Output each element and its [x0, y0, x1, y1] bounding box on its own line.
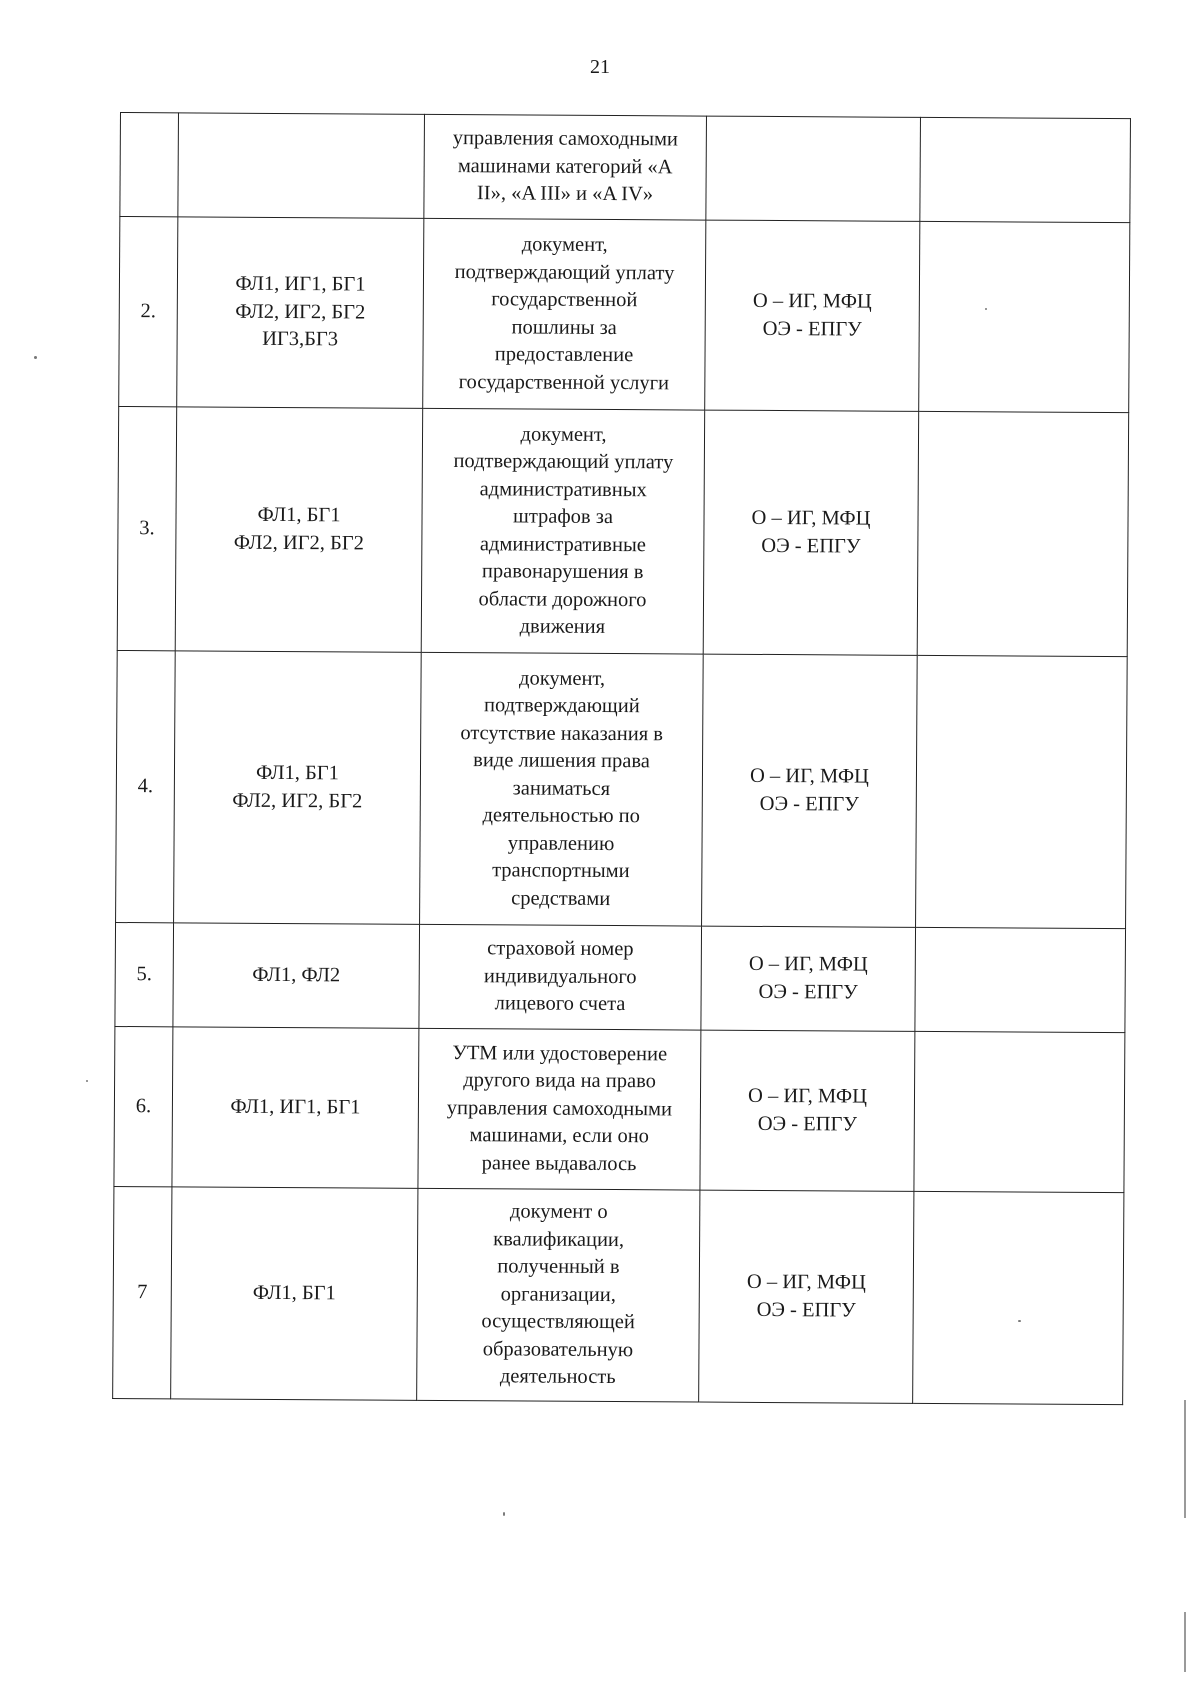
row-number-cell: 5.	[115, 922, 174, 1026]
row-number-cell: 4.	[116, 650, 176, 922]
submission-method-cell: О – ИГ, МФЦ ОЭ - ЕПГУ	[705, 220, 920, 411]
row-number-cell: 7	[113, 1186, 172, 1398]
scan-speck	[1018, 1320, 1021, 1322]
submission-method-cell: О – ИГ, МФЦ ОЭ - ЕПГУ	[699, 1190, 914, 1403]
document-name-cell: документ, подтверждающий уплату административных штрафов за административные правонарушения в области дорожного движения	[421, 408, 704, 654]
scan-speck	[503, 1512, 505, 1516]
submission-method-cell: О – ИГ, МФЦ ОЭ - ЕПГУ	[700, 1030, 915, 1191]
document-name-cell: документ, подтверждающий отсутствие наказания в виде лишения права заниматься деятельностью по управлению транспортными средствами	[420, 652, 704, 926]
applicant-categories-cell: ФЛ1, БГ1	[171, 1187, 418, 1400]
scan-edge-line	[1184, 1400, 1186, 1518]
submission-method-cell: О – ИГ, МФЦ ОЭ - ЕПГУ	[703, 410, 918, 655]
row-number-cell: 2.	[119, 217, 178, 407]
submission-method-cell: О – ИГ, МФЦ ОЭ - ЕПГУ	[701, 926, 916, 1031]
extra-cell	[916, 655, 1128, 928]
submission-method-cell: О – ИГ, МФЦ ОЭ - ЕПГУ	[702, 654, 918, 927]
submission-method-cell	[706, 116, 921, 221]
document-name-cell: документ, подтверждающий уплату государственной пошлины за предоставление государственной услуги	[423, 218, 706, 410]
documents-table	[112, 112, 1131, 1405]
row-number-cell	[120, 113, 179, 217]
page-number: 21	[590, 56, 610, 78]
extra-cell	[915, 927, 1126, 1032]
table-row	[114, 1026, 1125, 1192]
applicant-categories-cell: ФЛ1, БГ1 ФЛ2, ИГ2, БГ2	[174, 651, 422, 924]
table-row	[117, 406, 1128, 656]
document-name-cell: управления самоходными машинами категорий «A II», «A III» и «A IV»	[424, 114, 707, 220]
table-row	[116, 650, 1128, 928]
table-row	[119, 217, 1130, 413]
applicant-categories-cell: ФЛ1, ИГ1, БГ1 ФЛ2, ИГ2, БГ2 ИГ3,БГ3	[177, 217, 424, 408]
table-row	[113, 1186, 1124, 1404]
applicant-categories-cell: ФЛ1, ФЛ2	[173, 923, 420, 1029]
extra-cell	[920, 117, 1131, 222]
applicant-categories-cell	[178, 113, 425, 219]
row-number-cell: 6.	[114, 1026, 173, 1186]
extra-cell	[917, 411, 1128, 656]
extra-cell	[919, 221, 1130, 412]
extra-cell	[914, 1031, 1125, 1192]
scan-speck	[34, 356, 37, 359]
extra-cell	[913, 1191, 1124, 1404]
row-number-cell: 3.	[117, 406, 176, 650]
document-name-cell: документ о квалификации, полученный в организации, осуществляющей образовательную деятельность	[417, 1188, 700, 1402]
scan-speck	[86, 1080, 88, 1082]
document-name-cell: страховой номер индивидуального лицевого счета	[419, 924, 702, 1030]
applicant-categories-cell: ФЛ1, БГ1 ФЛ2, ИГ2, БГ2	[175, 407, 422, 652]
table-row	[115, 922, 1126, 1032]
table-row	[120, 113, 1131, 223]
document-name-cell: УТМ или удостоверение другого вида на право управления самоходными машинами, если оно ранее выдавалось	[418, 1028, 701, 1190]
scan-speck	[985, 308, 987, 310]
scan-edge-line	[1184, 1612, 1186, 1672]
applicant-categories-cell: ФЛ1, ИГ1, БГ1	[172, 1027, 419, 1188]
